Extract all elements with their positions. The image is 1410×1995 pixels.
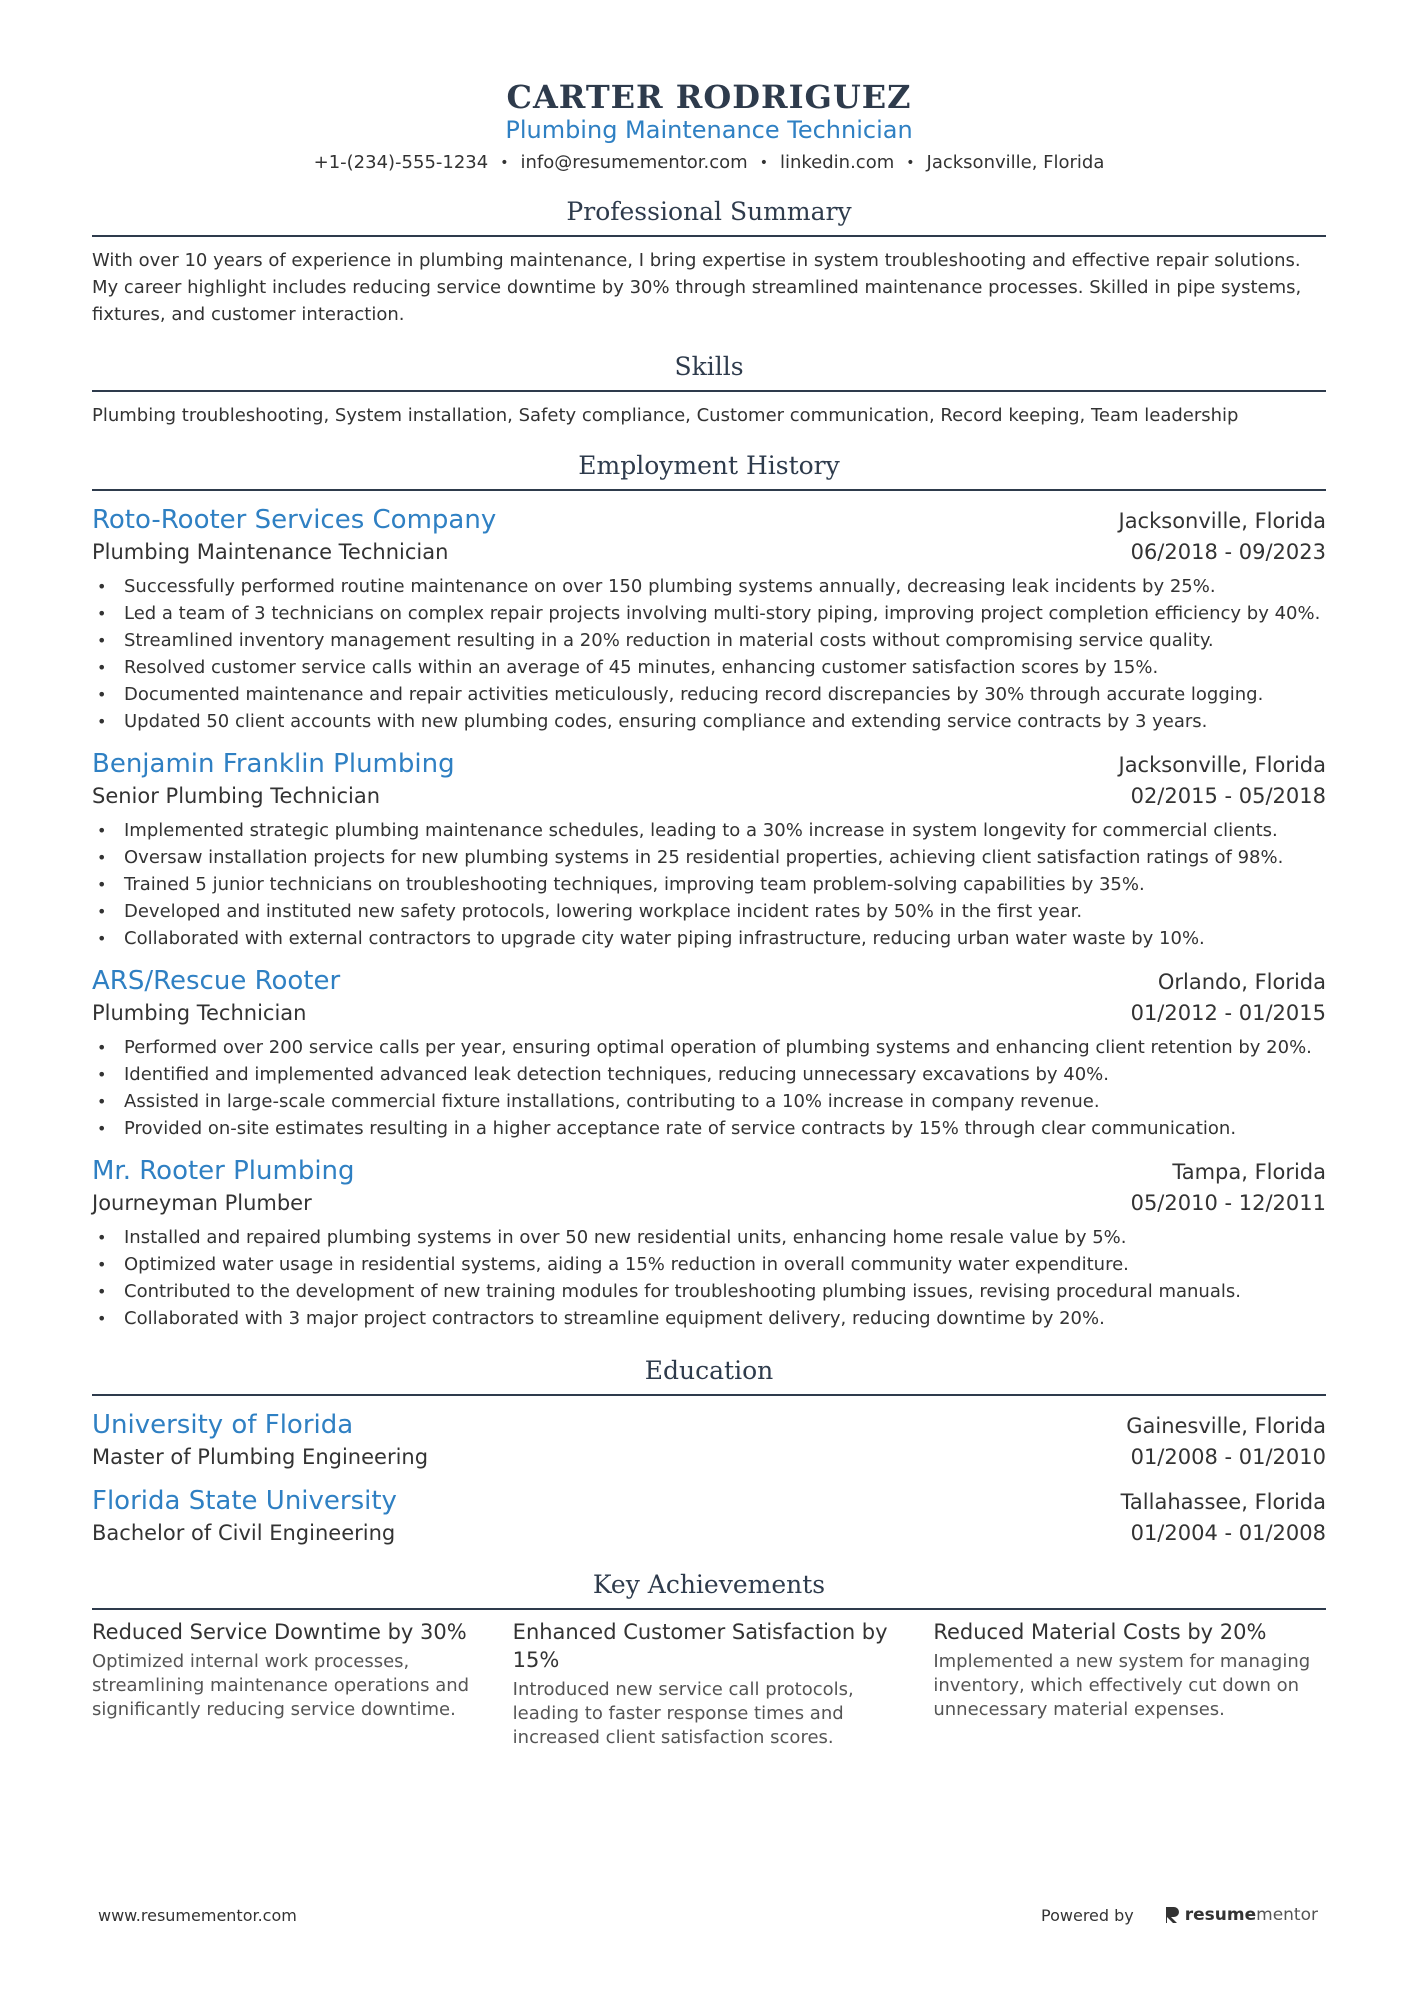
powered-by-label: Powered by bbox=[1041, 1905, 1134, 1925]
job-dates: 02/2015 - 05/2018 bbox=[1130, 783, 1326, 808]
summary-section bbox=[92, 197, 1326, 328]
candidate-name: CARTER RODRIGUEZ bbox=[506, 78, 912, 116]
skills-section bbox=[92, 352, 1326, 429]
list-item: • Identified and implemented advanced leak detection techniques, reducing unnecessary excavations by 40%. bbox=[92, 1061, 1326, 1088]
list-item: • Oversaw installation projects for new plumbing systems in 25 residential properties, achieving client satisfaction ratings of 98%. bbox=[92, 844, 1326, 871]
contact-linkedin[interactable]: linkedin.com bbox=[779, 152, 895, 174]
page-footer bbox=[98, 1905, 1318, 1925]
resume-header bbox=[92, 78, 1326, 175]
job-bullets bbox=[92, 1224, 1326, 1332]
list-item: • Contributed to the development of new training modules for troubleshooting plumbing issues, revising procedural manuals. bbox=[92, 1278, 1326, 1305]
education-entry bbox=[92, 1484, 1326, 1548]
job-dates: 06/2018 - 09/2023 bbox=[1130, 539, 1326, 564]
achievement-description: Implemented a new system for managing inventory, which effectively cut down on unnecessary material expenses. bbox=[933, 1650, 1311, 1720]
education-entry bbox=[92, 1408, 1326, 1472]
degree: Master of Plumbing Engineering bbox=[92, 1444, 429, 1469]
resumementor-logo-icon bbox=[1164, 1905, 1180, 1925]
powered-by bbox=[1041, 1905, 1318, 1925]
employment-heading: Employment History bbox=[92, 451, 1326, 491]
skills-text: Plumbing troubleshooting, System installation, Safety compliance, Customer communication, Record keeping, Team leadership bbox=[92, 404, 1239, 426]
job-company: Mr. Rooter Plumbing bbox=[92, 1155, 355, 1186]
job-location: Jacksonville, Florida bbox=[1118, 752, 1326, 777]
list-item: • Successfully performed routine maintenance on over 150 plumbing systems annually, decreasing leak incidents by 25%. bbox=[92, 573, 1326, 600]
achievements-heading: Key Achievements bbox=[92, 1570, 1326, 1610]
job-company: Benjamin Franklin Plumbing bbox=[92, 748, 455, 779]
education-dates: 01/2004 - 01/2008 bbox=[1130, 1520, 1326, 1545]
achievement-description: Optimized internal work processes, streamlining maintenance operations and significantly reducing service downtime. bbox=[92, 1650, 470, 1720]
job-company: ARS/Rescue Rooter bbox=[92, 965, 341, 996]
education-dates: 01/2008 - 01/2010 bbox=[1130, 1444, 1326, 1469]
list-item: • Updated 50 client accounts with new plumbing codes, ensuring compliance and extending service contracts by 3 years. bbox=[92, 708, 1326, 735]
achievement-title: Enhanced Customer Satisfaction by 15% bbox=[512, 1619, 888, 1672]
contact-separator: • bbox=[906, 155, 915, 172]
job-bullets bbox=[92, 1034, 1326, 1142]
school-name: Florida State University bbox=[92, 1485, 397, 1516]
job-dates: 05/2010 - 12/2011 bbox=[1130, 1190, 1326, 1215]
brand-name-bold: resume bbox=[1184, 1905, 1257, 1925]
list-item: • Documented maintenance and repair activities meticulously, reducing record discrepancies by 30% through accurate logging. bbox=[92, 681, 1326, 708]
list-item: • Trained 5 junior technicians on troubleshooting techniques, improving team problem-solving capabilities by 35%. bbox=[92, 871, 1326, 898]
list-item: • Resolved customer service calls within an average of 45 minutes, enhancing customer satisfaction scores by 15%. bbox=[92, 654, 1326, 681]
list-item: • Assisted in large-scale commercial fixture installations, contributing to a 10% increase in company revenue. bbox=[92, 1088, 1326, 1115]
list-item: • Developed and instituted new safety protocols, lowering workplace incident rates by 50% in the first year. bbox=[92, 898, 1326, 925]
job-entry bbox=[92, 503, 1326, 735]
brand-name-light: mentor bbox=[1256, 1905, 1318, 1925]
achievement-card bbox=[513, 1618, 906, 1750]
list-item: • Collaborated with 3 major project contractors to streamline equipment delivery, reducing downtime by 20%. bbox=[92, 1305, 1326, 1332]
job-role: Senior Plumbing Technician bbox=[92, 783, 381, 808]
job-role: Plumbing Technician bbox=[92, 1000, 307, 1025]
contact-separator: • bbox=[759, 155, 768, 172]
job-location: Orlando, Florida bbox=[1157, 969, 1326, 994]
job-role: Plumbing Maintenance Technician bbox=[92, 539, 449, 564]
contact-location: Jacksonville, Florida bbox=[926, 152, 1105, 174]
school-name: University of Florida bbox=[92, 1409, 354, 1440]
list-item: • Led a team of 3 technicians on complex repair projects involving multi-story piping, improving project completion efficiency by 40%. bbox=[92, 600, 1326, 627]
job-entry bbox=[92, 747, 1326, 952]
achievement-title: Reduced Service Downtime by 30% bbox=[92, 1619, 467, 1644]
job-location: Jacksonville, Florida bbox=[1118, 508, 1326, 533]
education-heading: Education bbox=[92, 1356, 1326, 1396]
list-item: • Implemented strategic plumbing maintenance schedules, leading to a 30% increase in system longevity for commercial clients. bbox=[92, 817, 1326, 844]
achievements-grid bbox=[92, 1618, 1326, 1750]
job-entry bbox=[92, 1154, 1326, 1332]
candidate-title: Plumbing Maintenance Technician bbox=[505, 116, 913, 145]
achievement-description: Introduced new service call protocols, leading to faster response times and increased client satisfaction scores. bbox=[512, 1678, 854, 1748]
job-dates: 01/2012 - 01/2015 bbox=[1130, 1000, 1326, 1025]
skills-heading: Skills bbox=[92, 352, 1326, 392]
education-section bbox=[92, 1356, 1326, 1548]
job-location: Tampa, Florida bbox=[1172, 1159, 1326, 1184]
list-item: • Collaborated with external contractors to upgrade city water piping infrastructure, reducing urban water waste by 10%. bbox=[92, 925, 1326, 952]
list-item: • Provided on-site estimates resulting in a higher acceptance rate of service contracts by 15% through clear communication. bbox=[92, 1115, 1326, 1142]
list-item: • Streamlined inventory management resulting in a 20% reduction in material costs without compromising service quality. bbox=[92, 627, 1326, 654]
contact-phone: +1-(234)-555-1234 bbox=[313, 152, 489, 174]
achievement-title: Reduced Material Costs by 20% bbox=[933, 1619, 1267, 1644]
school-location: Tallahassee, Florida bbox=[1120, 1489, 1326, 1514]
list-item: • Installed and repaired plumbing systems in over 50 new residential units, enhancing home resale value by 5%. bbox=[92, 1224, 1326, 1251]
achievements-section bbox=[92, 1570, 1326, 1750]
job-company: Roto-Rooter Services Company bbox=[92, 504, 497, 535]
job-role: Journeyman Plumber bbox=[92, 1190, 312, 1215]
achievement-card bbox=[933, 1618, 1326, 1750]
employment-section bbox=[92, 451, 1326, 1332]
job-entry bbox=[92, 964, 1326, 1142]
resume-page bbox=[92, 78, 1326, 1750]
school-location: Gainesville, Florida bbox=[1126, 1413, 1326, 1438]
footer-website[interactable]: www.resumementor.com bbox=[98, 1905, 297, 1925]
summary-heading: Professional Summary bbox=[92, 197, 1326, 237]
contact-email[interactable]: info@resumementor.com bbox=[520, 152, 748, 174]
list-item: • Optimized water usage in residential systems, aiding a 15% reduction in overall community water expenditure. bbox=[92, 1251, 1326, 1278]
job-bullets bbox=[92, 817, 1326, 952]
brand-logo[interactable] bbox=[1164, 1905, 1318, 1925]
contact-separator: • bbox=[500, 155, 509, 172]
summary-text: With over 10 years of experience in plumbing maintenance, I bring expertise in system troubleshooting and effective repair solutions. My career highlight includes reducing service downtime by 30% through streamlined maintenance processes. Skilled in pipe systems, fixtures, and customer interaction. bbox=[92, 249, 1302, 325]
degree: Bachelor of Civil Engineering bbox=[92, 1520, 396, 1545]
achievement-card bbox=[92, 1618, 485, 1750]
list-item: • Performed over 200 service calls per year, ensuring optimal operation of plumbing systems and enhancing client retention by 20%. bbox=[92, 1034, 1326, 1061]
job-bullets bbox=[92, 573, 1326, 735]
contact-line bbox=[92, 151, 1326, 174]
